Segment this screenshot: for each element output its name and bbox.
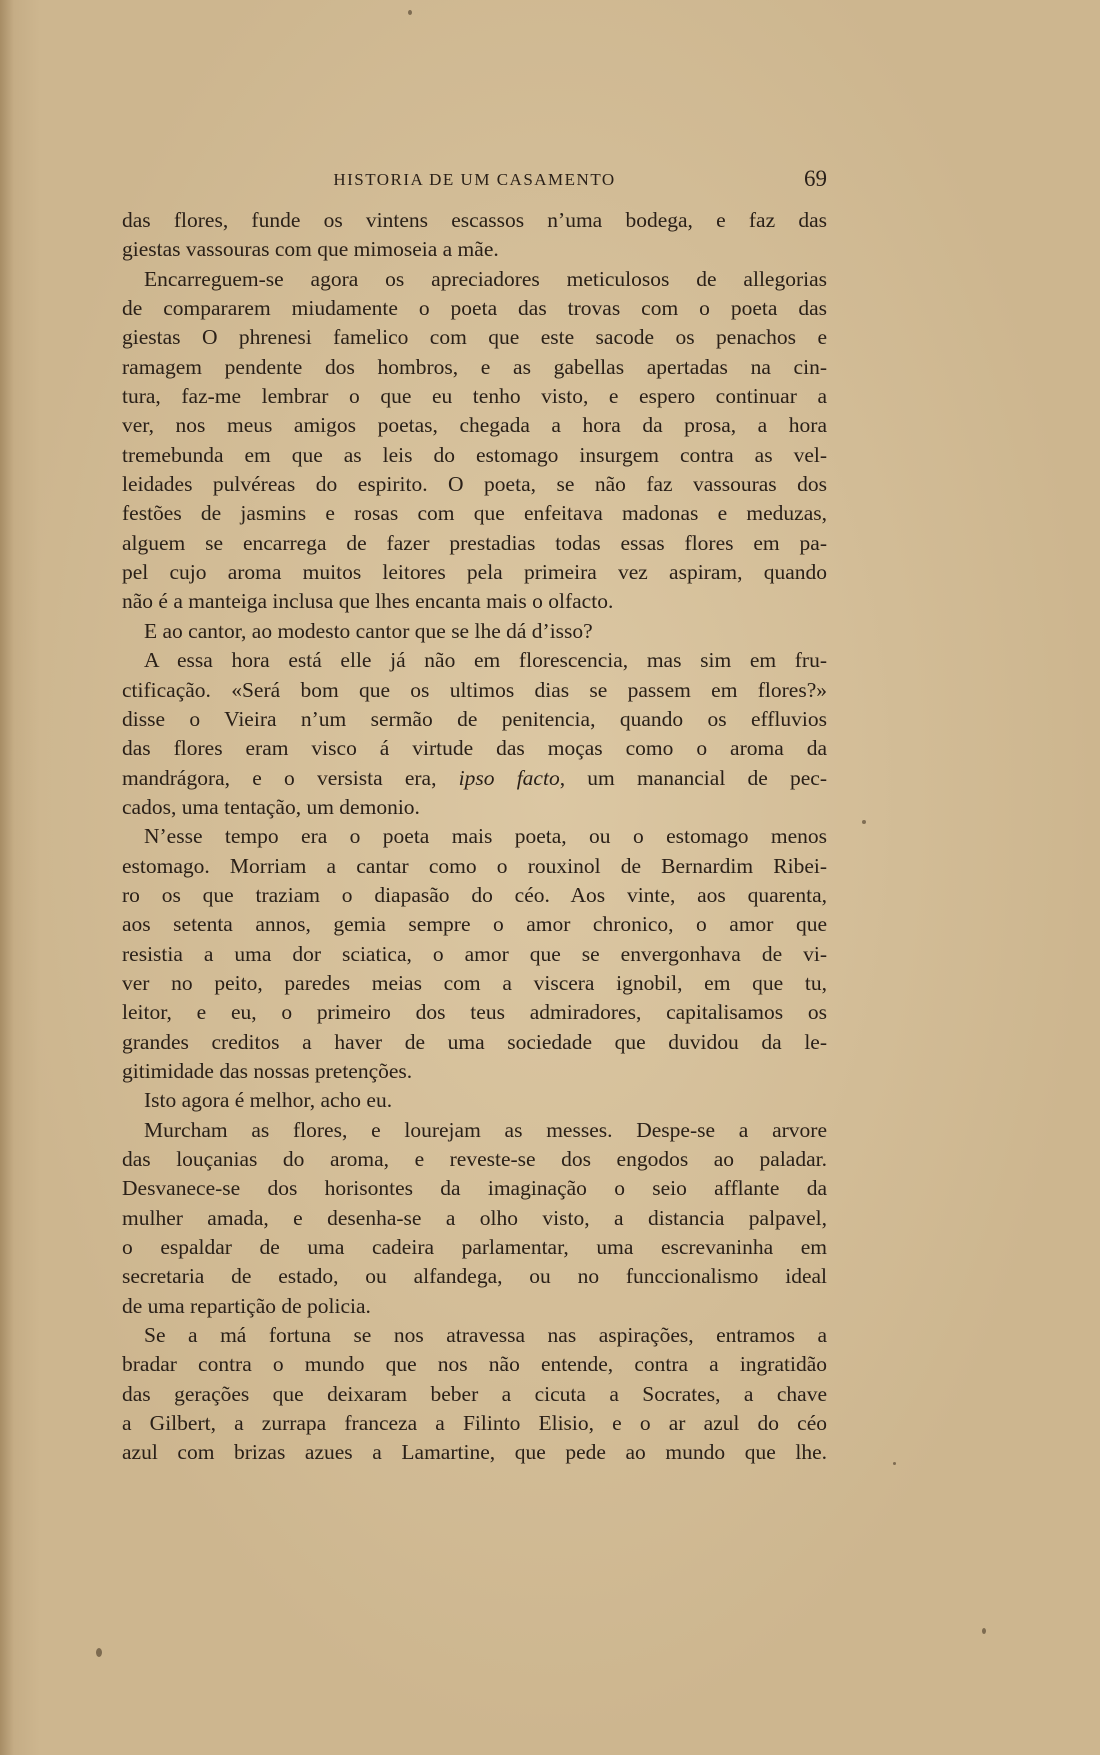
text-line: das flores, funde os vintens escassos n’uma bodega, e faz das <box>122 208 827 232</box>
text-line: azul com brizas azues a Lamartine, que pede ao mundo que lhe. <box>122 1440 827 1465</box>
text-line: pel cujo aroma muitos leitores pela primeira vez aspiram, quando <box>122 560 827 585</box>
text-line: secretaria de estado, ou alfandega, ou no funccionalismo ideal <box>122 1264 827 1289</box>
text-line: resistia a uma dor sciatica, o amor que se envergonhava de vi- <box>122 941 827 966</box>
text-line: alguem se encarrega de fazer prestadias todas essas flores em pa- <box>122 530 827 555</box>
text-line: das louçanias do aroma, e reveste-se dos engodos ao paladar. <box>122 1147 827 1171</box>
page-number: 69 <box>804 166 827 191</box>
running-header <box>122 166 827 196</box>
text-line: mulher amada, e desenha-se a olho visto, a distancia palpavel, <box>122 1205 827 1230</box>
text-line: ctificação. «Será bom que os ultimos dias se passem em flores?» <box>122 677 827 702</box>
text-line: Se a má fortuna se nos atravessa nas aspirações, entramos a <box>144 1323 827 1348</box>
text-line: Desvanece-se dos horisontes da imaginação o seio afflante da <box>122 1176 827 1201</box>
text-line: bradar contra o mundo que nos não entende, contra a ingratidão <box>122 1352 827 1377</box>
text-line: ver no peito, paredes meias com a viscera ignobil, em que tu, <box>122 970 827 995</box>
text-line: festões de jasmins e rosas com que enfeitava madonas e meduzas, <box>122 501 827 526</box>
paper-speck <box>982 1628 986 1634</box>
text-line: Murcham as flores, e lourejam as messes. Despe-se a arvore <box>144 1117 827 1142</box>
paper-speck <box>893 1462 896 1465</box>
text-line: Encarreguem-se agora os apreciadores meticulosos de allegorias <box>144 266 827 291</box>
text-line: ver, nos meus amigos poetas, chegada a hora da prosa, a hora <box>122 413 827 438</box>
text-line: estomago. Morriam a cantar como o rouxinol de Bernardim Ribei- <box>122 853 827 878</box>
text-line: disse o Vieira n’um sermão de penitencia, quando os effluvios <box>122 706 827 731</box>
text-line: de compararem miudamente o poeta das trovas com o poeta das <box>122 296 827 321</box>
paper-speck <box>96 1648 102 1657</box>
text-line: tremebunda em que as leis do estomago insurgem contra as vel- <box>122 442 827 467</box>
running-title: HISTORIA DE UM CASAMENTO <box>333 170 616 189</box>
text-line: N’esse tempo era o poeta mais poeta, ou o estomago menos <box>144 824 827 849</box>
text-line: mandrágora, e o versista era, ipso facto, um manancial de pec- <box>122 765 827 790</box>
text-line: de uma repartição de policia. <box>122 1293 371 1318</box>
text-line: das gerações que deixaram beber a cicuta a Socrates, a chave <box>122 1381 827 1406</box>
text-line: ro os que traziam o diapasão do céo. Aos vinte, aos quarenta, <box>122 882 827 907</box>
text-line: das flores eram visco á virtude das moças como o aroma da <box>122 736 827 761</box>
paper-speck <box>408 10 412 15</box>
text-line: Isto agora é melhor, acho eu. <box>144 1088 393 1113</box>
text-line: A essa hora está elle já não em florescencia, mas sim em fru- <box>144 648 827 673</box>
body-text <box>122 206 827 1468</box>
text-line: grandes creditos a haver de uma sociedade que duvidou da le- <box>122 1029 827 1054</box>
text-line: leidades pulvéreas do espirito. O poeta, se não faz vassouras dos <box>122 472 827 497</box>
paper-speck <box>862 820 866 824</box>
text-line: não é a manteiga inclusa que lhes encanta mais o olfacto. <box>122 589 614 614</box>
text-line: giestas vassouras com que mimoseia a mãe. <box>122 237 499 262</box>
text-line: aos setenta annos, gemia sempre o amor chronico, o amor que <box>122 912 827 937</box>
text-line: leitor, e eu, o primeiro dos teus admiradores, capitalisamos os <box>122 1000 827 1025</box>
text-line: cados, uma tentação, um demonio. <box>122 794 420 819</box>
text-line: tura, faz-me lembrar o que eu tenho visto, e espero continuar a <box>122 384 827 409</box>
text-line: giestas O phrenesi famelico com que este sacode os penachos e <box>122 325 827 350</box>
text-line: ramagem pendente dos hombros, e as gabellas apertadas na cin- <box>122 354 827 379</box>
text-line: E ao cantor, ao modesto cantor que se lhe dá d’isso? <box>144 618 593 643</box>
text-line: o espaldar de uma cadeira parlamentar, uma escrevaninha em <box>122 1235 827 1260</box>
text-line: gitimidade das nossas pretenções. <box>122 1058 413 1083</box>
text-line: a Gilbert, a zurrapa franceza a Filinto Elisio, e o ar azul do céo <box>122 1411 827 1436</box>
